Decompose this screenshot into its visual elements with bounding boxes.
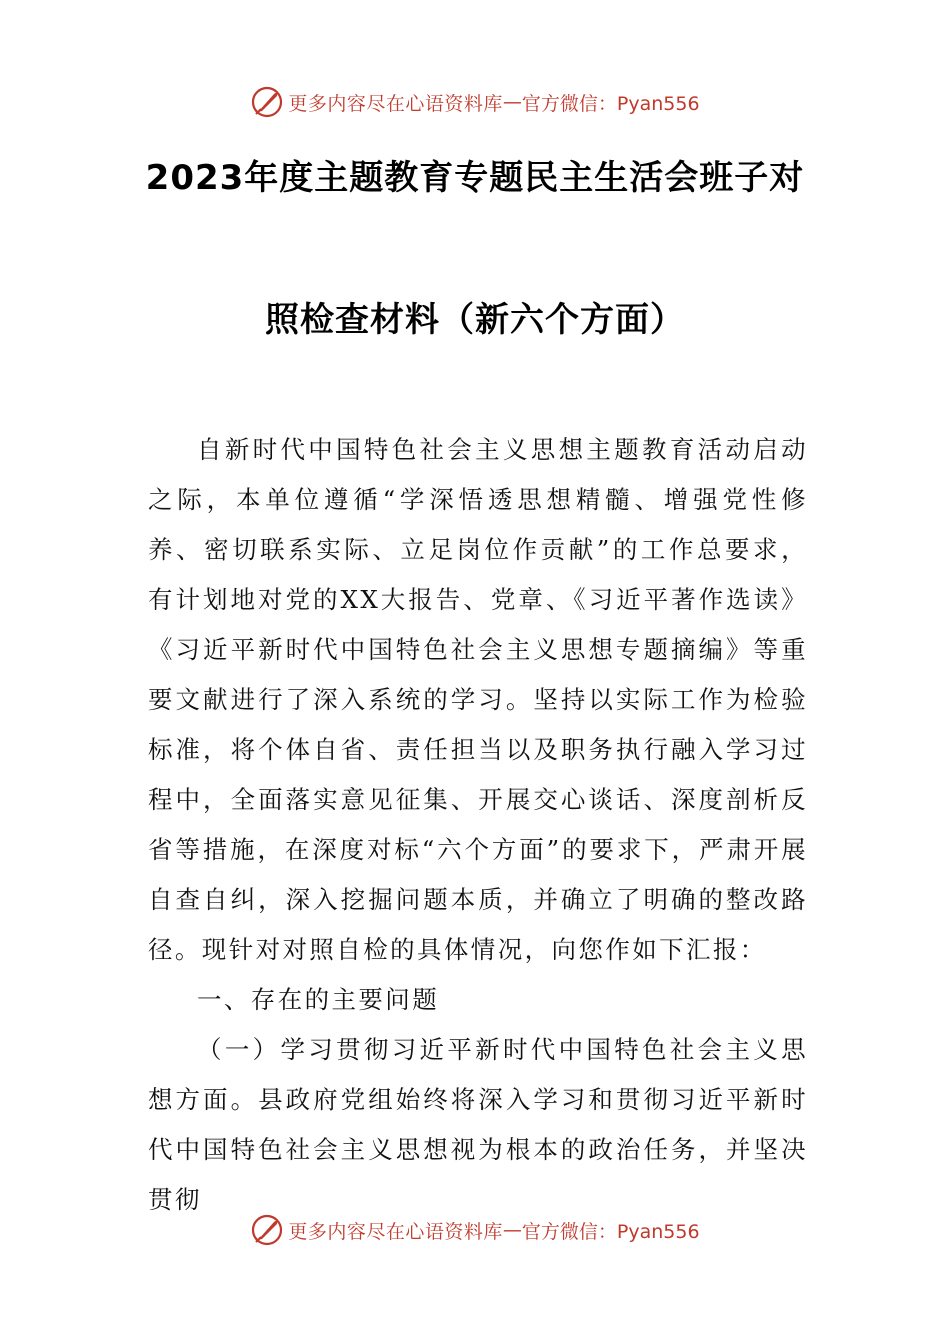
- feather-pen-logo-icon: [250, 85, 284, 119]
- document-body: [148, 425, 808, 1225]
- watermark-text: 更多内容尽在心语资料库: [288, 92, 503, 115]
- document-title-line-2: 照检查材料（新六个方面）: [265, 300, 685, 340]
- footer-watermark: [0, 1210, 950, 1250]
- header-watermark: [0, 82, 950, 122]
- watermark-text: 更多内容尽在心语资料库: [288, 1220, 503, 1243]
- watermark-separator: —: [502, 91, 522, 113]
- feather-pen-logo-icon: [250, 1213, 284, 1247]
- watermark-contact: 官方微信：Pyan556: [521, 92, 700, 115]
- body-paragraph-subsection-1: （一）学习贯彻习近平新时代中国特色社会主义思想方面。县政府党组始终将深入学习和贯彻习近平新时代中国特色社会主义思想视为根本的政治任务，并坚决贯彻: [148, 1035, 808, 1214]
- body-paragraph-intro: 自新时代中国特色社会主义思想主题教育活动启动之际，本单位遵循“学深悟透思想精髓、增强党性修养、密切联系实际、立足岗位作贡献”的工作总要求，有计划地对党的XX大报告、党章、《习近平著作选读》《习近平新时代中国特色社会主义思想专题摘编》等重要文献进行了深入系统的学习。坚持以实际工作为检验标准，将个体自省、责任担当以及职务执行融入学习过程中，全面落实意见征集、开展交心谈话、深度剖析反省等措施，在深度对标“六个方面”的要求下，严肃开展自查自纠，深入挖掘问题本质，并确立了明确的整改路径。现针对对照自检的具体情况，向您作如下汇报：: [148, 435, 808, 964]
- document-title-line-1: 2023年度主题教育专题民主生活会班子对: [145, 158, 805, 198]
- section-heading-problems: 一、存在的主要问题: [197, 985, 440, 1014]
- watermark-contact: 官方微信：Pyan556: [521, 1220, 700, 1243]
- watermark-separator: —: [502, 1219, 522, 1241]
